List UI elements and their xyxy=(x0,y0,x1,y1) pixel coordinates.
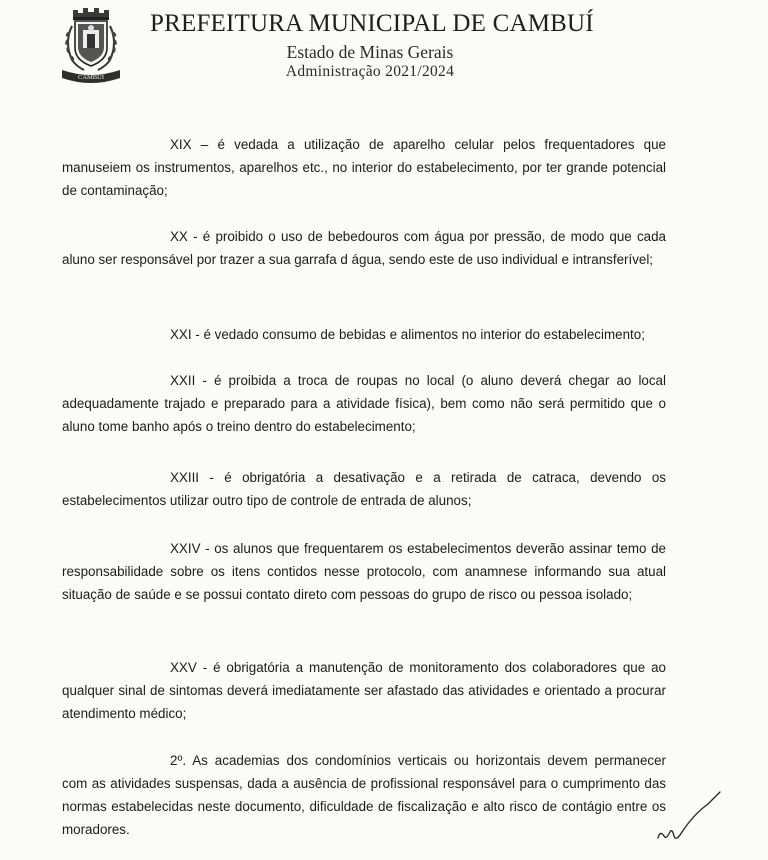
paragraph-item-xx: XX - é proibido o uso de bebedouros com água por pressão, de modo que cada aluno ser responsável por trazer a sua garrafa d água, sendo este de uso individual e intransferível; xyxy=(62,229,666,268)
initials-signature-icon xyxy=(650,786,730,846)
header-title: PREFEITURA MUNICIPAL DE CAMBUÍ xyxy=(150,10,594,37)
crest-band-text: CAMBUÍ xyxy=(77,74,105,81)
paragraph-item-xxii: XXII - é proibida a troca de roupas no local (o aluno deverá chegar ao local adequadamente trajado e preparado para a atividade física), bem como não será permitido que o aluno tome banho após o treino dentro do estabelecimento; xyxy=(62,373,666,435)
paragraph-item-xxi: XXI - é vedado consumo de bebidas e alimentos no interior do estabelecimento; xyxy=(170,327,645,343)
paragraph-article-2: 2º. As academias dos condomínios verticais ou horizontais devem permanecer com as atividades suspensas, dada a ausência de profissional responsável para o cumprimento das normas estabelecidas neste documento, dificuldade de fiscalização e alto risco de contágio entre os moradores. xyxy=(62,753,666,838)
header-administration: Administração 2021/2024 xyxy=(285,63,455,80)
municipal-crest-icon xyxy=(58,4,124,84)
paragraph-item-xxiv: XXIV - os alunos que frequentarem os estabelecimentos deverão assinar temo de responsabilidade sobre os itens contidos nesse protocolo, com anamnese informando sua atual situação de saúde e se possui contato direto com pessoas do grupo de risco ou pessoa isolado; xyxy=(62,541,666,603)
header-state: Estado de Minas Gerais xyxy=(286,42,454,62)
paragraph-item-xix: XIX – é vedada a utilização de aparelho celular pelos frequentadores que manuseiem os instrumentos, aparelhos etc., no interior do estabelecimento, por ter grande potencial de contaminação; xyxy=(62,137,666,199)
paragraph-item-xxiii: XXIII - é obrigatória a desativação e a retirada de catraca, devendo os estabelecimentos utilizar outro tipo de controle de entrada de alunos; xyxy=(62,470,666,509)
paragraph-item-xxv: XXV - é obrigatória a manutenção de monitoramento dos colaboradores que ao qualquer sinal de sintomas deverá imediatamente ser afastado das atividades e orientado a procurar atendimento médico; xyxy=(62,660,666,722)
letterhead xyxy=(0,0,768,90)
